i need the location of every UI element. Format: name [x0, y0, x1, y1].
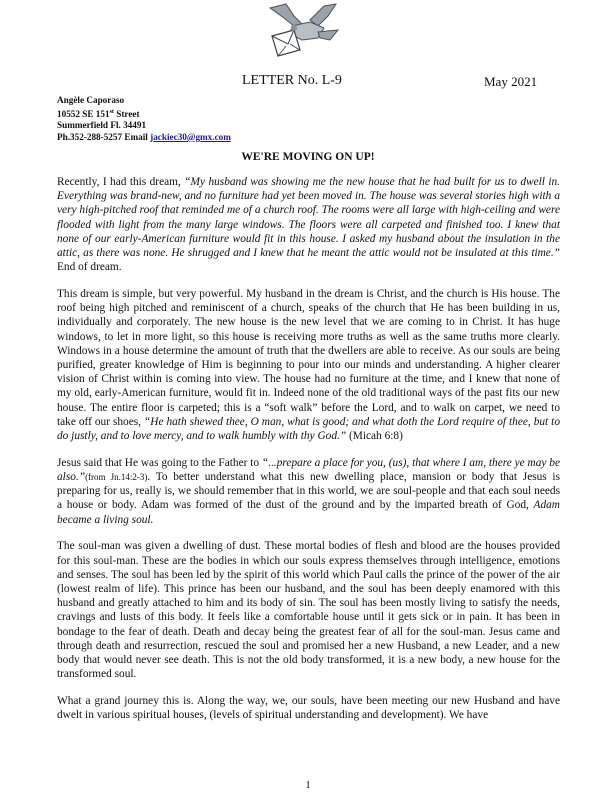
- paragraph-3: Jesus said that He was going to the Father to “...prepare a place for you, (us), that where I am, there ye may be also.”(from Jn.14:2-3). To better understand what this new dwelling place, mansion or body that Jesus is preparing for us, really is, we should remember that in this world, we are soul-people and that each soul needs a house or body. Adam was formed of the dust of the ground and by the imparted breath of God, Adam became a living soul.: [57, 456, 560, 526]
- letter-date: May 2021: [484, 74, 538, 89]
- paragraph-2: This dream is simple, but very powerful. My husband in the dream is Christ, and the church is His house. The roof being high pitched and reminiscent of a church, speaks of the church that He has been building in us, individually and corporately. The new house is the new level that we are coming to in Christ. It has huge windows, to let in more light, so this house is receiving more truths as well as the same truths more clearly. Windows in a house determine the amount of truth that the dwellers are able to receive. As our souls are being purified, greater knowledge of Him is beginning to pour into our minds and understanding. A higher clearer vision of Christ within is coming into view. The house had no furniture at the time, and I knew that none of my old, early-American furniture, would fit in. Indeed none of the old traditional ways of the past fits our new house. The entire floor is carpeted; this is a “soft walk” before the Lord, and to walk on carpet, we need to take off our shoes, “He hath shewed thee, O man, what is good; and what doth the Lord require of thee, but to do justly, and to love mercy, and to walk humbly with thy God.” (Micah 6:8): [57, 288, 560, 443]
- sender-city: Summerfield Fl. 34491: [57, 120, 147, 131]
- sender-name: Angèle Caporaso: [57, 95, 125, 105]
- letter-body: [57, 175, 560, 735]
- sender-address: [57, 95, 231, 143]
- letter-title: WE'RE MOVING ON UP!: [241, 151, 375, 163]
- dove-with-letter-icon: [264, 2, 346, 66]
- letter-number: LETTER No. L-9: [242, 73, 342, 88]
- phone-label: Ph.352-288-5257 Email: [57, 131, 151, 142]
- sender-contact: [57, 132, 231, 144]
- page-number: 1: [305, 779, 311, 791]
- paragraph-5: What a grand journey this is. Along the way, we, our souls, have been meeting our new Husband and have dwelt in various spiritual houses, (levels of spiritual understanding and development). We have: [57, 695, 560, 722]
- sender-street: 10552 SE 151st Street: [57, 108, 140, 119]
- email-link[interactable]: jackiec30@gmx.com: [150, 131, 231, 142]
- paragraph-1: Recently, I had this dream, “My husband was showing me the new house that he had built for us to dwell in. Everything was brand-new, and no furniture had yet been moved in. The house was several stories high with a very high-pitched roof that reminded me of a church roof. The rooms were all large with high-ceiling and were flooded with light from the many large windows. The floors were all carpeted and finished too. I knew that none of our early-American furniture would fit in this house. I asked my husband about the insulation in the attic, as there was none. He shrugged and I knew that he meant the attic would not be insulated at this time.” End of dream.: [57, 176, 560, 274]
- paragraph-4: The soul-man was given a dwelling of dust. These mortal bodies of flesh and blood are the houses provided for this soul-man. These are the bodies in which our souls express themselves through intelligence, emotions and senses. The soul has been led by the spirit of this world which Paul calls the prince of the power of the air (lowest realm of life). This prince has been our husband, and the soul has been deeply enamored with this husband and greatly attached to him and its body of sin. The soul has been mostly living to satisfy the needs, cravings and lusts of this body. It feels like a comfortable house until it gets sick or in pain. It has been in bondage to the fear of death. Death and decay being the greatest fear of all for the soul-man. Jesus came and through death and resurrection, rescued the soul and promised her a new Husband, a new Leader, and a new body that would never see death. This is not the old body transformed, it is a new body, a new house for the transformed soul.: [57, 540, 560, 681]
